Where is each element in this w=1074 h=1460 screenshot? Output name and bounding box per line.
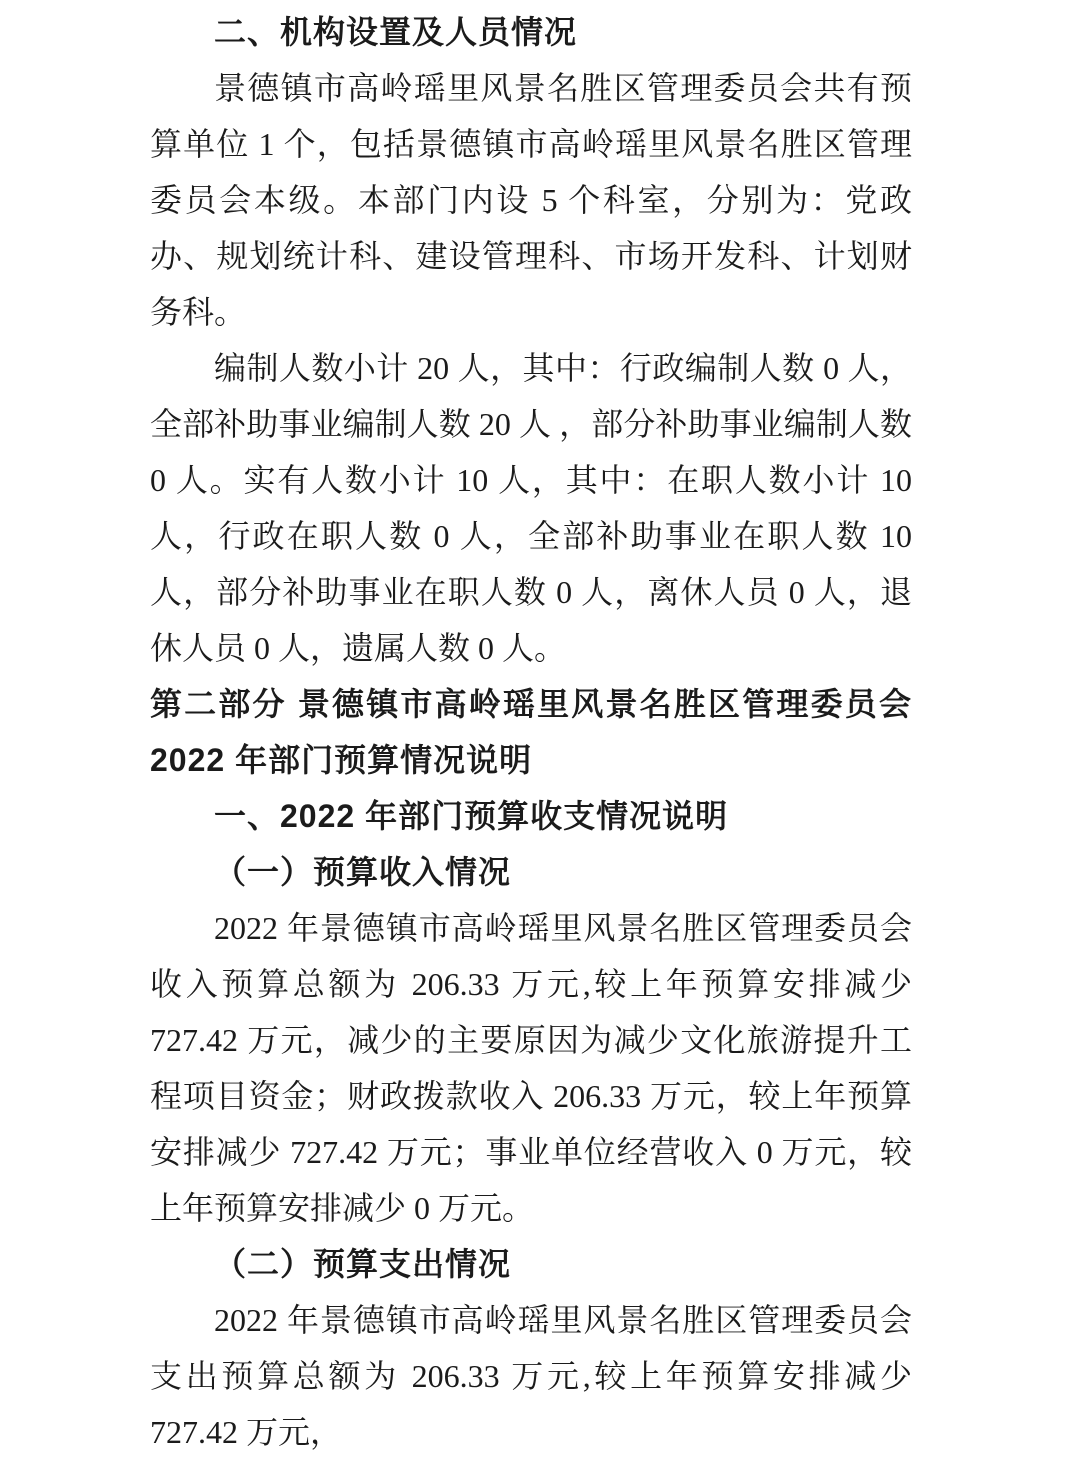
heading-section1-budget-overview: 一、2022 年部门预算收支情况说明 [214, 798, 729, 834]
heading-section2-org-staffing: 二、机构设置及人员情况 [214, 14, 578, 50]
paragraph-expense-detail: 2022 年景德镇市高岭瑶里风景名胜区管理委员会支出预算总额为 206.33 万元,较上年预算安排减少 727.42 万元， [150, 1302, 912, 1450]
document-text-block [150, 4, 912, 1460]
heading-part2-budget-statement: 第二部分 景德镇市高岭瑶里风景名胜区管理委员会 2022 年部门预算情况说明 [150, 686, 912, 778]
heading-sub2-expense: （二）预算支出情况 [214, 1246, 512, 1282]
paragraph-income-detail: 2022 年景德镇市高岭瑶里风景名胜区管理委员会收入预算总额为 206.33 万元,较上年预算安排减少 727.42 万元，减少的主要原因为减少文化旅游提升工程项目资金；财政拨款收入 206.33 万元，较上年预算安排减少 727.42 万元；事业单位经营收入 0 万元，较上年预算安排减少 0 万元。 [150, 910, 912, 1226]
heading-sub1-income: （一）预算收入情况 [214, 854, 512, 890]
paragraph-org-setup: 景德镇市高岭瑶里风景名胜区管理委员会共有预算单位 1 个，包括景德镇市高岭瑶里风景名胜区管理委员会本级。本部门内设 5 个科室，分别为：党政办、规划统计科、建设管理科、市场开发科、计划财务科。 [150, 70, 912, 330]
paragraph-staffing-numbers: 编制人数小计 20 人，其中：行政编制人数 0 人，全部补助事业编制人数 20 人 ，部分补助事业编制人数 0 人。实有人数小计 10 人，其中：在职人数小计 10 人，行政在职人数 0 人，全部补助事业在职人数 10 人，部分补助事业在职人数 0 人，离休人员 0 人，退休人员 0 人，遗属人数 0 人。 [150, 350, 912, 666]
